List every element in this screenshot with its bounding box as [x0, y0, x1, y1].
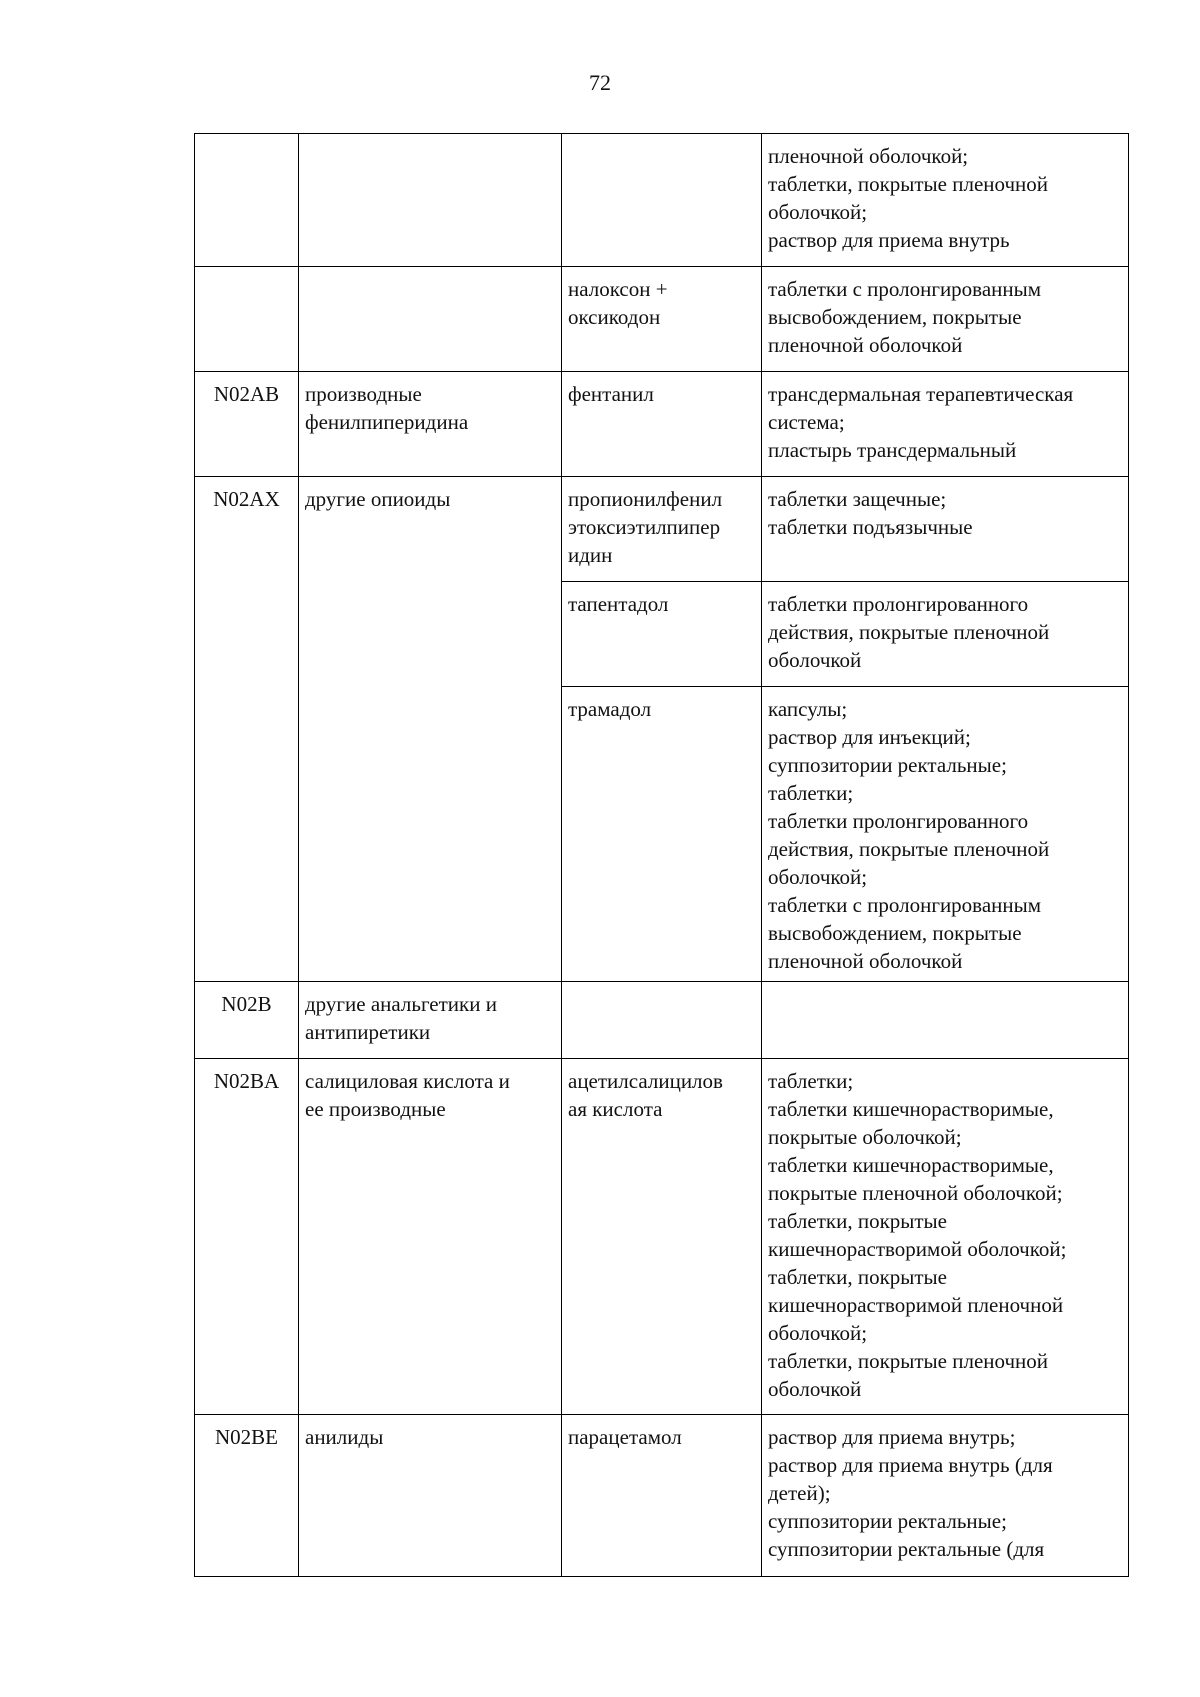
form-line: высвобождением, покрытые	[768, 305, 1022, 329]
drug-cell	[562, 982, 762, 1059]
group-cell	[299, 1059, 562, 1415]
group-name: фенилпиперидина	[305, 410, 469, 434]
table-row	[195, 982, 1129, 1059]
form-line: таблетки с пролонгированным	[768, 893, 1042, 917]
drug-cell	[562, 372, 762, 477]
drug-cell	[562, 1059, 762, 1415]
form-line: система;	[768, 410, 845, 434]
form-line: таблетки;	[768, 1069, 854, 1093]
group-cell	[299, 982, 562, 1059]
atc-code-cell: N02BA	[195, 1059, 299, 1415]
drug-table	[194, 133, 1129, 1577]
form-line: суппозитории ректальные;	[768, 753, 1007, 777]
drug-name: оксикодон	[568, 305, 661, 329]
form-line: пластырь трансдермальный	[768, 438, 1017, 462]
form-line: пленочной оболочкой;	[768, 144, 969, 168]
forms-cell	[762, 372, 1129, 477]
table-row	[195, 1059, 1129, 1415]
drug-cell	[562, 1415, 762, 1577]
form-line: таблетки пролонгированного	[768, 592, 1029, 616]
group-name: производные	[305, 382, 422, 406]
form-line: раствор для приема внутрь (для	[768, 1453, 1053, 1477]
form-line: оболочкой	[768, 1377, 862, 1401]
drug-name: пропионилфенил	[568, 487, 723, 511]
drug-name: трамадол	[568, 697, 652, 721]
drug-name: фентанил	[568, 382, 654, 406]
group-cell	[299, 372, 562, 477]
form-line: суппозитории ректальные;	[768, 1509, 1007, 1533]
form-line: оболочкой;	[768, 200, 868, 224]
forms-cell	[762, 267, 1129, 372]
drug-name: идин	[568, 543, 613, 567]
form-line: таблетки с пролонгированным	[768, 277, 1042, 301]
form-line: раствор для инъекций;	[768, 725, 971, 749]
form-line: кишечнорастворимой оболочкой;	[768, 1237, 1067, 1261]
form-line: оболочкой	[768, 648, 862, 672]
atc-code-cell: N02AX	[195, 477, 299, 982]
form-line: детей);	[768, 1481, 831, 1505]
forms-cell	[762, 982, 1129, 1059]
group-name: салициловая кислота и	[305, 1069, 510, 1093]
table-row	[195, 267, 1129, 372]
forms-cell	[762, 582, 1129, 687]
form-line: таблетки пролонгированного	[768, 809, 1029, 833]
drug-cell	[562, 477, 762, 582]
page-number: 72	[589, 70, 611, 95]
form-line: пленочной оболочкой	[768, 333, 963, 357]
drug-name: ая кислота	[568, 1097, 663, 1121]
form-line: таблетки, покрытые	[768, 1265, 947, 1289]
form-line: раствор для приема внутрь	[768, 228, 1010, 252]
form-line: трансдермальная терапевтическая	[768, 382, 1074, 406]
form-line: таблетки подъязычные	[768, 515, 973, 539]
form-line: таблетки защечные;	[768, 487, 947, 511]
forms-cell	[762, 687, 1129, 982]
group-name: антипиретики	[305, 1020, 431, 1044]
drug-cell	[562, 582, 762, 687]
atc-code-cell: N02B	[195, 982, 299, 1059]
form-line: суппозитории ректальные (для	[768, 1537, 1045, 1561]
group-name: анилиды	[305, 1425, 384, 1449]
form-line: покрытые пленочной оболочкой;	[768, 1181, 1063, 1205]
table-row	[195, 1415, 1129, 1577]
group-cell	[299, 267, 562, 372]
group-cell	[299, 1415, 562, 1577]
form-line: оболочкой;	[768, 865, 868, 889]
form-line: покрытые оболочкой;	[768, 1125, 962, 1149]
form-line: таблетки;	[768, 781, 854, 805]
form-line: высвобождением, покрытые	[768, 921, 1022, 945]
form-line: таблетки кишечнорастворимые,	[768, 1153, 1054, 1177]
group-name: другие опиоиды	[305, 487, 451, 511]
atc-code-cell: N02AB	[195, 372, 299, 477]
form-line: капсулы;	[768, 697, 848, 721]
atc-code-cell	[195, 134, 299, 267]
drug-name: тапентадол	[568, 592, 669, 616]
drug-name: ацетилсалицилов	[568, 1069, 723, 1093]
form-line: кишечнорастворимой пленочной	[768, 1293, 1064, 1317]
group-cell	[299, 477, 562, 982]
drug-cell	[562, 267, 762, 372]
form-line: раствор для приема внутрь;	[768, 1425, 1016, 1449]
drug-name: этоксиэтилпипер	[568, 515, 721, 539]
form-line: таблетки, покрытые	[768, 1209, 947, 1233]
group-name: другие анальгетики и	[305, 992, 497, 1016]
drug-name: налоксон +	[568, 277, 668, 301]
forms-cell	[762, 477, 1129, 582]
form-line: действия, покрытые пленочной	[768, 620, 1050, 644]
drug-cell	[562, 687, 762, 982]
forms-cell	[762, 134, 1129, 267]
form-line: таблетки, покрытые пленочной	[768, 172, 1049, 196]
form-line: оболочкой;	[768, 1321, 868, 1345]
forms-cell	[762, 1415, 1129, 1577]
atc-code-cell: N02BE	[195, 1415, 299, 1577]
forms-cell	[762, 1059, 1129, 1415]
table-row	[195, 134, 1129, 267]
form-line: таблетки кишечнорастворимые,	[768, 1097, 1054, 1121]
form-line: действия, покрытые пленочной	[768, 837, 1050, 861]
group-name: ее производные	[305, 1097, 446, 1121]
drug-name: парацетамол	[568, 1425, 682, 1449]
form-line: таблетки, покрытые пленочной	[768, 1349, 1049, 1373]
drug-cell	[562, 134, 762, 267]
table-row	[195, 477, 1129, 582]
form-line: пленочной оболочкой	[768, 949, 963, 973]
table-row	[195, 372, 1129, 477]
atc-code-cell	[195, 267, 299, 372]
group-cell	[299, 134, 562, 267]
